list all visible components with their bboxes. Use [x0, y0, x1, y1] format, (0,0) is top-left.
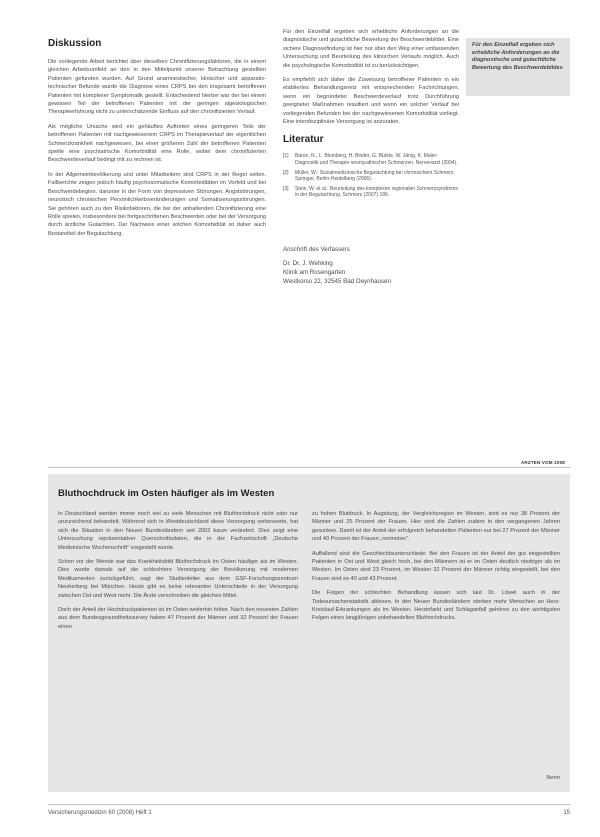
- reference-item: [283, 153, 459, 166]
- reference-text: Stein, W. et al.: Beurteilung des komplexen regionalen Schmerzsyndroms in der Begutachtung. Schmerz (2007) 186.: [295, 185, 458, 199]
- reference-number: [3]: [283, 185, 289, 192]
- heading-literatur: Literatur: [283, 134, 324, 146]
- sidebar-highlight-note: Für den Einzelfall ergeben sich erhebliche Anforderungen an die diagnostische und gutachtliche Bewertung des Beschwerdebildes: [466, 38, 570, 96]
- box-top-rule: [48, 467, 570, 468]
- heading-diskussion: Diskussion: [48, 38, 102, 49]
- reference-number: [1]: [283, 153, 289, 160]
- paragraph: Für den Einzelfall ergeben sich erhebliche Anforderungen an die diagnostische und gutachtliche Bewertung der Beschwerdebilder. Eine sichere Diagnosefindung ist hier nur über den Weg einer umfassenden Untersuchung und Beurteilung des klinischen Verlaufs möglich. Auch die psychologische Komorbidität ist zu berücksichtigen.: [283, 29, 459, 69]
- news-signature: Nerm: [546, 774, 560, 781]
- paragraph: In Deutschland werden immer noch viel zu viele Menschen mit Bluthochdruck nicht oder nur unzureichend behandelt. Während sich in Westdeutschland diese Versorgung verbesserte, hat sich die Situation in den Neuen Bundesländern seit 2002 kaum verändert. Dies zeigt eine Untersuchung repräsentativer Querschnittsdaten, die in der Fachzeitschrift „Deutsche Medizinische Wochenschrift“ vorgestellt wurde.: [58, 511, 298, 551]
- left-column: [48, 38, 266, 244]
- paragraph: zu hohen Blutdruck. In Augsburg, der Vergleichsregion im Westen, sind es nur 38 Prozent der Männer und 25 Prozent der Frauen. Hier sind die Zahlen zudem in den vergangenen Jahren gesunken. Damit ist der Anteil der erfolgreich behandelten Patienten nur bei 27 Prozent der Männer und 40 Prozent der Frauen „normoton“.: [312, 511, 560, 543]
- reference-text: Müller, W.: Sozialmedizinische Begutachtung bei chronischem Schmerz. Springer, Berlin-Heidelberg (2006).: [295, 169, 455, 183]
- address-line: Westkorso 22, 32545 Bad Oeynhausen: [283, 278, 391, 286]
- page-number: 15: [563, 810, 570, 816]
- news-box-title: Bluthochdruck im Osten häufiger als im Westen: [58, 488, 275, 499]
- reference-item: [283, 170, 459, 183]
- paragraph: In der Allgemeinbevölkerung und unter Mitarbeitern sind CRPS in der Regel selten. Fallberichte zeigen jedoch häufig psychosomatische Komorbiditäten im Vorfeld und bei Beschwerdebeginn, darunter in der Form von depressiven Störungen, Angststörungen, neurotisch chronischen Persönlichkeitsveränderungen und Somatisierungsstörungen. Sie gehören auch zu den Risikofaktoren, die bei der anhaltenden Chronifizierung eine Rolle spielen, insbesondere bei fortgeschrittenen Beschwerden oder bei der Versorgung durch ärztliche Gutachten. Der Nachweis einer solchen Komorbidität ist daher auch Bestandteil der Begutachtung.: [48, 171, 266, 237]
- box-source-tag: ARZTEN VOM 2008: [518, 460, 568, 465]
- paragraph: Die Folgen der schlechten Behandlung lassen sich laut Dr. Löwel auch in der Todesursachenstatistik ablesen. In den Neuen Bundesländern sterben mehr Menschen an Herz-Kreislauf-Erkrankungen als im Westen. Herzinfarkt und Schlaganfall gehören zu den wichtigsten Folgen eines langjährigen unbehandelten Bluthochdrucks.: [312, 590, 560, 622]
- continued-text: [283, 28, 459, 126]
- news-column-2: [312, 510, 560, 629]
- footer-rule: [48, 804, 570, 805]
- news-column-1: [58, 510, 298, 637]
- middle-column: [283, 28, 459, 286]
- paragraph: Als mögliche Ursache wird ein gehäuftes Auftreten eines geringeren Teils der betroffenen Patienten mit nachgewiesenem CRPS im Therapieverlauf der eigentlichen Schmerzkrankheit nachgewiesen, bei einer größeren Zahl der betroffenen Patienten spielte eine psychiatrische Komorbidität eine Rolle, wobei dem chronifizierten Beschwerdeverlauf bedingt mit zu rechnen ist.: [48, 123, 266, 164]
- address-heading: Anschrift des Verfassers: [283, 246, 350, 254]
- reference-item: [283, 186, 459, 199]
- paragraph: Schon vor der Wende war das Krankheitsbild Bluthochdruck im Osten häufiger als im Westen. Dies wurde damals auf die schlechtere Versorgung der Bevölkerung mit modernen Medikamenten zurückgeführt, sagt der Studienleiter aus dem GSF-Forschungszentrum Neuherberg bei München. Heute gibt es keine relevanten Unterschiede in der Versorgung zwischen Ost und West mehr. Die Ärzte verschreiben die gleichen Mittel.: [58, 559, 298, 599]
- paragraph: Auffallend sind die Geschlechtsunterschiede: Bei den Frauen ist der Anteil der gut eingestellten Patienten in Ost und West gleich hoch, bei den Männern ist er im Osten deutlich niedriger als im Westen. Im Osten sind 23 Prozent, im Westen 32 Prozent der Männer richtig eingestellt, bei den Frauen sind es 40 und 43 Prozent.: [312, 550, 560, 582]
- footer-journal: Versicherungsmedizin 60 (2008) Heft 1: [48, 810, 152, 816]
- address-line: Klinik am Rosengarten: [283, 269, 346, 277]
- diskussion-text: [48, 58, 266, 238]
- author-address: [283, 245, 459, 286]
- address-line: Dr. Dr. J. Wehking: [283, 260, 333, 268]
- news-box: [48, 474, 570, 792]
- paragraph: Doch der Anteil der Hochdruckpatienten ist im Osten weiterhin höher. Nach den neuesten Zahlen aus dem Bundesgesundheitssurvey haben 47 Prozent der Männer und 32 Prozent der Frauen einen: [58, 607, 298, 630]
- paragraph: Es empfiehlt sich daher die Zuweisung betroffener Patienten in ein etabliertes Behandlungsnetz mit entsprechenden Fachrichtungen, wenn ein begründeter Beschwerdeverlauf trotz Durchführung geeigneter Maßnahmen resultiert und wenn ein solcher Verlauf bei vorliegenden Befunden bei der nachgewiesenen Komorbidität vorliegt. Eine interdisziplinäre Versorgung ist anzuraten.: [283, 77, 459, 126]
- paragraph: Die vorliegende Arbeit berichtet über dieselben Chronifizierungsfaktoren, die in einem gleichen Arbeitsumfeld an den in den Mittelpunkt unserer Betrachtung gestellten Patienten gefunden wurden. Auf Grund anamnestischer, klinischer und apparativ-technischer Befunde wurde die Diagnose eines CRPS bei den insgesamt betroffenen Patienten mit komplexer Symptomatik gestellt. Entscheidend hierbei war der bei einem gewissen Teil der betroffenen Patienten mit der geringen algesiologischen Therapieerfahrung nicht zu unterschätzende Einfluss auf den chronifizierten Verlauf.: [48, 59, 266, 116]
- reference-list: [283, 153, 459, 199]
- reference-text: Baron, R., L. Blumberg, H. Binder, G. Bürkle, W. Jänig, K. Maier: Diagnostik und Therapie neuropathischer Schmerzen. Nervenarzt (2004).: [295, 153, 458, 167]
- reference-number: [2]: [283, 169, 289, 176]
